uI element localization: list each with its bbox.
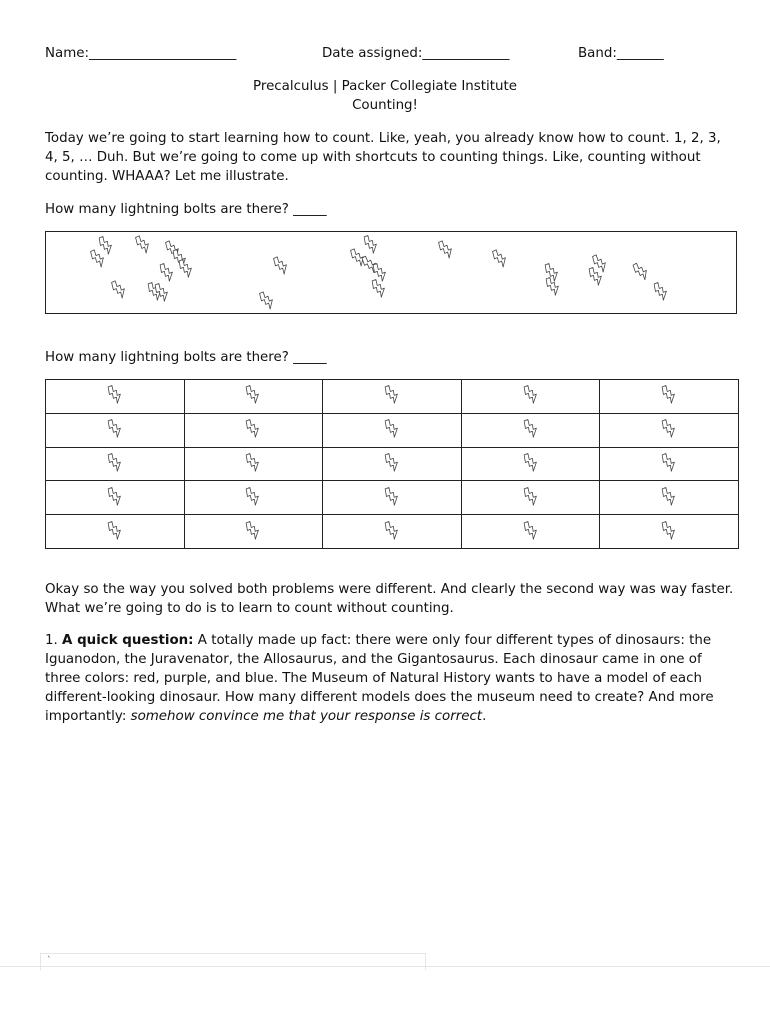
- grid-cell: [461, 413, 600, 447]
- lightning-bolt-icon: [109, 520, 121, 540]
- lightning-bolt-icon: [525, 384, 537, 404]
- lightning-bolt-icon: [109, 384, 121, 404]
- grid-cell: [184, 413, 323, 447]
- lightning-bolt-icon: [261, 290, 273, 310]
- lightning-bolt-icon: [663, 384, 675, 404]
- lightning-bolt-icon: [440, 239, 452, 259]
- grid-cell: [46, 413, 185, 447]
- grid-cell: [323, 380, 462, 414]
- grid-cell: [323, 447, 462, 481]
- lightning-bolt-icon: [525, 418, 537, 438]
- lightning-bolt-icon: [655, 281, 667, 301]
- page-title: Counting!: [352, 98, 418, 113]
- lightning-bolt-icon: [547, 276, 559, 296]
- lightning-bolt-icon: [109, 452, 121, 472]
- lightning-bolt-icon: [525, 452, 537, 472]
- intro-paragraph: Today we’re going to start learning how to count. Like, yeah, you already know how to count. 1, 2, 3, 4, 5, … Duh. But we’re going to come up with shortcuts to counting things. Like, counting without counting. WHAAA? Let me illustrate.: [45, 131, 721, 184]
- band-field-label: Band:_______: [578, 46, 664, 61]
- lightning-bolt-icon: [663, 452, 675, 472]
- lightning-bolt-icon: [275, 255, 287, 275]
- grid-row: [46, 413, 739, 447]
- scattered-bolts-box: [45, 231, 737, 314]
- name-field-label: Name:______________________: [45, 46, 237, 61]
- lightning-bolt-icon: [663, 418, 675, 438]
- date-assigned-field-label: Date assigned:_____________: [322, 46, 510, 61]
- lightning-bolt-icon: [113, 279, 125, 299]
- grid-row: [46, 380, 739, 414]
- problem-lead: A quick question:: [62, 633, 194, 648]
- lightning-bolt-icon: [109, 486, 121, 506]
- lightning-bolt-icon: [663, 520, 675, 540]
- question-scattered: How many lightning bolts are there? _____: [45, 202, 327, 217]
- question-grid: How many lightning bolts are there? _____: [45, 350, 327, 365]
- lightning-bolt-icon: [386, 384, 398, 404]
- lightning-bolt-icon: [494, 248, 506, 268]
- lightning-bolt-icon: [663, 486, 675, 506]
- lightning-bolt-icon: [386, 452, 398, 472]
- grid-cell: [600, 515, 739, 549]
- lightning-bolt-icon: [247, 486, 259, 506]
- lightning-bolt-icon: [365, 234, 377, 254]
- grid-cell: [184, 515, 323, 549]
- lightning-bolt-icon: [161, 262, 173, 282]
- lightning-bolt-icon: [635, 261, 647, 281]
- problem-body: A totally made up fact: there were only four different types of dinosaurs: the Iguanodon, the Juravenator, the Allosaurus, and the Gigantosaurus. Each dinosaur came in one of three colors: red, purple, and blue. The Museum of Natural History wants to have a model of each different-looking dinosaur. How many different models does the museum need to create? And more importantly:: [45, 633, 714, 724]
- lightning-bolt-icon: [92, 248, 104, 268]
- grid-cell: [600, 380, 739, 414]
- lightning-bolt-icon: [180, 258, 192, 278]
- lightning-bolt-icon: [594, 253, 606, 273]
- lightning-bolt-icon: [247, 452, 259, 472]
- grid-cell: [461, 380, 600, 414]
- lightning-bolt-icon: [247, 520, 259, 540]
- problem-end: .: [482, 709, 487, 724]
- grid-row: [46, 447, 739, 481]
- grid-cell: [46, 515, 185, 549]
- grid-cell: [461, 481, 600, 515]
- lightning-bolt-icon: [525, 486, 537, 506]
- grid-cell: [461, 515, 600, 549]
- grid-cell: [600, 413, 739, 447]
- grid-cell: [184, 447, 323, 481]
- lightning-bolt-icon: [386, 486, 398, 506]
- header-fields: [45, 46, 685, 64]
- page-divider: [0, 966, 770, 967]
- grid-cell: [184, 481, 323, 515]
- grid-cell: [46, 380, 185, 414]
- lightning-bolt-icon: [247, 418, 259, 438]
- grid-cell: [323, 413, 462, 447]
- grid-row: [46, 515, 739, 549]
- grid-cell: [323, 481, 462, 515]
- problem-number: 1.: [45, 633, 58, 648]
- comment-box[interactable]: [40, 953, 426, 970]
- lightning-bolt-icon: [525, 520, 537, 540]
- lightning-bolt-icon: [109, 418, 121, 438]
- grid-cell: [600, 481, 739, 515]
- lightning-bolt-icon: [386, 418, 398, 438]
- explanation-paragraph: Okay so the way you solved both problems were different. And clearly the second way was way faster. What we’re going to do is to learn to count without counting.: [45, 582, 734, 616]
- lightning-bolt-icon: [386, 520, 398, 540]
- problem-emphasis: somehow convince me that your response is correct: [130, 709, 483, 724]
- lightning-bolt-icon: [156, 282, 168, 302]
- lightning-bolt-icon: [373, 278, 385, 298]
- bolt-grid-table: [45, 379, 739, 549]
- grid-cell: [46, 481, 185, 515]
- comment-mark: `: [47, 956, 52, 966]
- problem-1: [45, 631, 735, 726]
- grid-row: [46, 481, 739, 515]
- grid-cell: [323, 515, 462, 549]
- lightning-bolt-icon: [137, 234, 149, 254]
- lightning-bolt-icon: [247, 384, 259, 404]
- grid-cell: [600, 447, 739, 481]
- course-title: Precalculus | Packer Collegiate Institute: [253, 79, 517, 94]
- grid-cell: [461, 447, 600, 481]
- grid-cell: [46, 447, 185, 481]
- grid-cell: [184, 380, 323, 414]
